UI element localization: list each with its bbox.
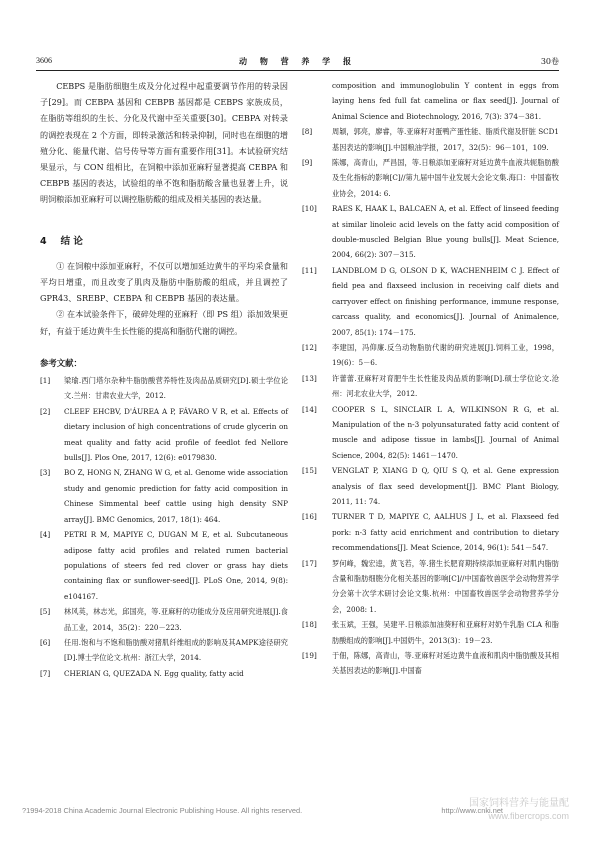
reference-text: 周颖，郭亮，廖睿，等.亚麻籽对蛋鸭产蛋性能、脂质代谢及肝脏 SCD1 基因表达的影响[J].中国粮油学报，2017，32(5)：96－101，109. — [332, 127, 559, 152]
header-rule — [36, 70, 559, 71]
reference-text: composition and immunoglobulin Y content in eggs from laying hens fed full fat camelina or flax seed[J]. Journal of Animal Science and Biotechnology, 2016, 7(3): 374－381. — [332, 81, 559, 121]
reference-item — [302, 155, 559, 201]
reference-number: [2] — [40, 406, 51, 416]
publisher-link[interactable]: http://www.cnki.net — [441, 806, 503, 815]
reference-text: 林风英，林志光，邱国亮，等.亚麻籽的功能成分及应用研究进展[J].食品工业，2014，35(2)：220－223. — [64, 607, 288, 632]
reference-number: [15] — [302, 466, 317, 476]
section-title: 结 论 — [60, 235, 83, 247]
reference-number: [14] — [302, 404, 317, 414]
reference-number: [5] — [40, 607, 51, 617]
reference-item — [302, 340, 559, 371]
section-heading — [40, 234, 288, 250]
reference-text: RAES K, HAAK L, BALCAEN A, et al. Effect of linseed feeding at similar linoleic acid levels on the fatty acid composition of double-muscled Belgian Blue young bulls[J]. Meat Science, 2004, 66(2): 307－315. — [332, 204, 559, 260]
reference-text: COOPER S L, SINCLAIR L A, WILKINSON R G, et al. Manipulation of the n-3 polyunsaturated fatty acid content of muscle and adipose tissue in lambs[J]. Journal of Animal Science, 2004, 82(5): 1461－1470. — [332, 404, 559, 460]
reference-number: [13] — [302, 373, 317, 383]
site-watermark — [459, 798, 569, 822]
reference-item — [302, 463, 559, 509]
reference-number: [7] — [40, 668, 51, 678]
reference-number: [17] — [302, 558, 317, 568]
watermark-line-1: 国家饲料营养与能量配 — [469, 798, 569, 809]
reference-text: PETRI R M, MAPIYE C, DUGAN M E, et al. Subcutaneous adipose fatty acid profiles and related rumen bacterial populations of steers fed red clover or grass hay diets containing flax or sunflower-seed[J]. PLoS One, 2014, 9(8): e104167. — [64, 530, 288, 601]
reference-number: [8] — [302, 127, 313, 137]
page-header — [36, 56, 559, 70]
reference-number: [9] — [302, 158, 313, 168]
reference-item-continued — [302, 78, 559, 124]
reference-text: 陈娜，高青山，严昌国，等.日粮添加亚麻籽对延边黄牛血液共轭脂肪酸及生化指标的影响[C]//第九届中国牛业发展大会论文集.海口：中国畜牧业协会，2014: 6. — [332, 158, 559, 198]
watermark-line-2: www.fibercrops.com — [488, 811, 569, 821]
journal-name: 动 物 营 养 学 报 — [239, 57, 356, 66]
conclusion-item-2: ② 在本试验条件下，破碎处理的亚麻籽（即 PS 组）添加效果更好，有益于延边黄牛生长性能的提高和脂肪代谢的调控。 — [40, 309, 288, 336]
references-title: 参考文献： — [40, 357, 82, 368]
reference-text: CHERIAN G, QUEZADA N. Egg quality, fatty acid — [64, 668, 244, 678]
reference-text: 许蕾蕾.亚麻籽对育肥牛生长性能及肉品质的影响[D].硕士学位论文.沧州：河北农业大学，2012. — [332, 373, 559, 399]
copyright-notice: ?1994-2018 China Academic Journal Electronic Publishing House. All rights reserved. — [22, 806, 303, 815]
reference-item — [40, 635, 288, 666]
reference-number: [4] — [40, 530, 51, 540]
reference-item — [40, 666, 288, 681]
reference-number: [19] — [302, 651, 317, 661]
reference-number: [3] — [40, 468, 51, 478]
reference-text: 罗何峰，魏宏逵，黄飞若，等.猪生长肥育期持续添加亚麻籽对肌内脂肪含量和脂肪细胞分化相关基因的影响[C]//中国畜牧兽医学会动物营养学分会第十次学术研讨会论文集.杭州：中国畜牧兽医学会动物营养学分会，2008: 1. — [332, 558, 559, 614]
reference-text: 任用.饱和与不饱和脂肪酸对猪肌纤维组成的影响及其AMPK途径研究[D].博士学位论文.杭州：浙江大学，2014. — [64, 637, 288, 663]
reference-item — [302, 263, 559, 340]
conclusion-item-1: ① 在饲粮中添加亚麻籽，不仅可以增加延边黄牛的平均采食量和平均日增重，而且改变了肌肉及脂肪中脂肪酸的组成，并且调控了 GPR43、SREBP、CEBPA 和 CEBPB 基因的表达量。 — [40, 260, 288, 304]
reference-number: [6] — [40, 637, 51, 647]
reference-number: [16] — [302, 512, 317, 522]
reference-item — [302, 509, 559, 555]
reference-text: 于佃，陈娜，高青山，等.亚麻籽对延边黄牛血液和肌肉中脂肪酸及其相关基因表达的影响[J].中国畜 — [332, 651, 559, 676]
reference-item — [40, 465, 288, 527]
reference-item — [40, 404, 288, 466]
reference-item — [40, 527, 288, 604]
reference-text: 李建国，冯仰廉.反刍动物脂肪代谢的研究进展[J].饲料工业，1998，19(6)：5－6. — [332, 342, 559, 368]
right-column — [302, 78, 559, 679]
discussion-paragraph: CEBPS 是脂肪细胞生成及分化过程中起重要调节作用的转录因子[29]。而 CEBPA 基因和 CEBPB 基因都是 CEBPS 家族成员，在脂肪等组织的生长、分化及代谢中至关重要[30]。CEBPA 对转录的调控表现在 2 个方面，即转录激活和转录抑制，同时也在细胞的增殖分化、能量代谢、信号传导等方面有重要作用[31]。本试验研究结果显示，与 CON 组相比，在饲粮中添加亚麻籽显著提高 CEBPA 和 CEBPB 基因的表达，试验组的单不饱和脂肪酸含量也显著上升，说明饲粮添加亚麻籽可以调控脂肪酸的组成及相关基因的表达量。 — [40, 81, 288, 205]
reference-text: TURNER T D, MAPIYE C, AALHUS J L, et al. Flaxseed fed pork: n-3 fatty acid enrichment and contribution to dietary recommendations[J]. Meat Science, 2014, 96(1): 541－547. — [332, 512, 559, 553]
reference-item — [302, 556, 559, 618]
left-column — [40, 78, 288, 681]
reference-number: [12] — [302, 342, 317, 352]
reference-item — [302, 648, 559, 679]
section-number: 4 — [40, 235, 47, 247]
reference-text: VENGLAT P, XIANG D Q, QIU S Q, et al. Gene expression analysis of flax seed development[J]. BMC Plant Biology, 2011, 11: 74. — [332, 466, 559, 506]
reference-item — [302, 371, 559, 402]
reference-number: [10] — [302, 204, 317, 214]
reference-number: [1] — [40, 376, 51, 386]
reference-text: CLEEF EHCBV, D'ÁUREA A P, FÁVARO V R, et al. Effects of dietary inclusion of high concentrations of crude glycerin on meat quality and fatty acid profile of feedlot fed Nellore bulls[J]. Plos One, 2017, 12(6): e0179830. — [64, 406, 288, 463]
reference-item — [302, 402, 559, 464]
reference-item — [302, 124, 559, 155]
page-number: 3606 — [36, 56, 52, 65]
reference-item — [40, 373, 288, 404]
reference-item — [302, 617, 559, 648]
reference-text: BO Z, HONG N, ZHANG W G, et al. Genome wide association study and genomic prediction for fatty acid composition in Chinese Simmental beef cattle using high density SNP array[J]. BMC Genomics, 2017, 18(1): 464. — [64, 468, 288, 524]
reference-number: [18] — [302, 620, 317, 630]
reference-item — [302, 201, 559, 263]
reference-text: 张玉斌，王强，吴建平.日粮添加油葵籽和亚麻籽对奶牛乳脂 CLA 和脂肪酸组成的影响[J].中国奶牛，2013(3)：19－23. — [332, 620, 559, 645]
reference-text: LANDBLOM D G, OLSON D K, WACHENHEIM C J. Effect of field pea and flaxseed inclusion in receiving calf diets and carryover effect on finishing performance, immune response, carcass quality, and economics[J]. Journal of Animalence, 2007, 85(1): 174－175. — [332, 265, 559, 337]
reference-number: [11] — [302, 265, 317, 275]
volume-label: 30卷 — [540, 57, 559, 66]
reference-text: 梁瑜.西门塔尔杂种牛脂肪酸营养特性及肉品品质研究[D].硕士学位论文.兰州：甘肃农业大学，2012. — [64, 376, 288, 401]
reference-item — [40, 604, 288, 635]
